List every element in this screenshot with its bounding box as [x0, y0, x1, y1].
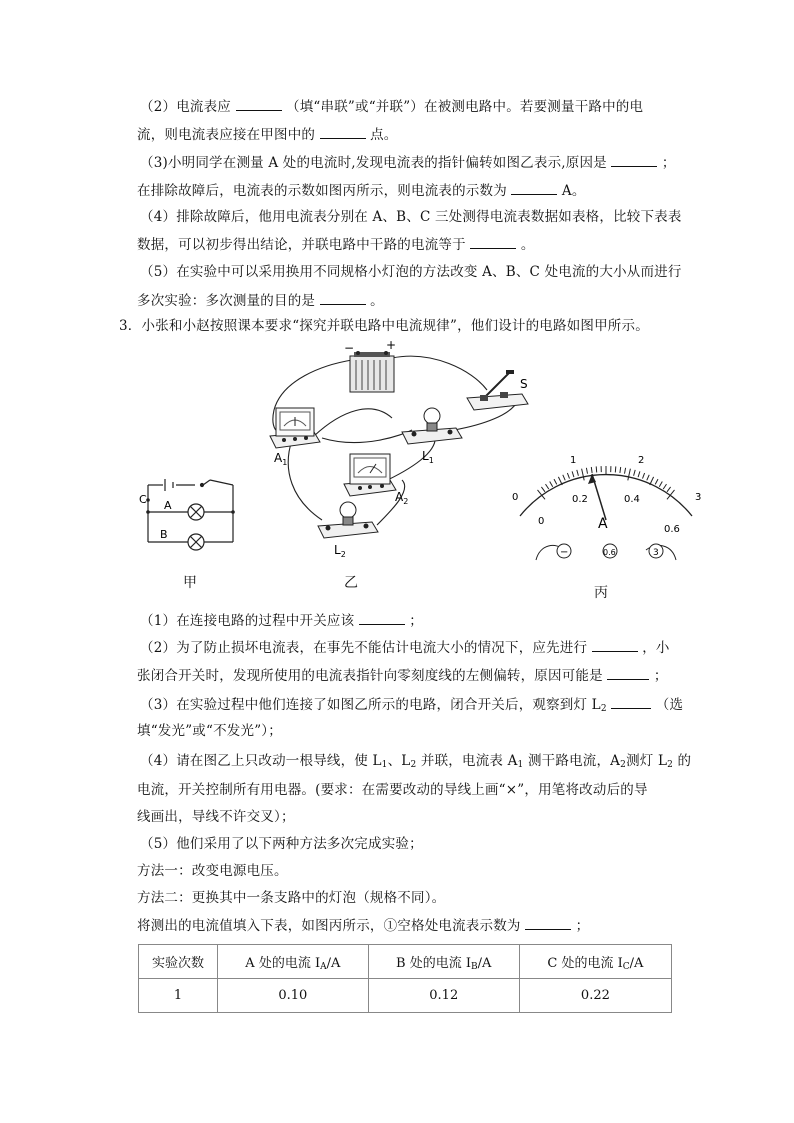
svg-text:1: 1: [570, 455, 577, 466]
svg-text:A1: $A_1$: [274, 451, 288, 467]
svg-text:A: A: [598, 516, 608, 532]
terminal-3: [649, 544, 663, 558]
q3-part2-line1: （2）为了防止损坏电流表，在事先不能估计电流大小的情况下，应先进行 ，小: [140, 637, 670, 658]
q3-part3-line1: （3）在实验过程中他们连接了如图乙所示的电路，闭合开关后，观察到灯 $L_2$ （选: [140, 694, 683, 719]
svg-text:0.6: 0.6: [603, 548, 616, 557]
answer-blank[interactable]: [611, 694, 651, 709]
dial-tick: [596, 466, 597, 472]
svg-text:−: −: [344, 341, 355, 355]
dial-tick: [586, 468, 587, 474]
answer-blank[interactable]: [320, 290, 366, 305]
q3-part4-line1: （4）请在图乙上只改动一根导线，使 $L_1$、$L_2$ 并联，电流表 $A_1$ 测干路电流，$A_2$测灯 $L_2$ 的: [140, 753, 692, 770]
svg-text:A2: $A_2$: [395, 490, 409, 506]
dial-tick: [572, 471, 574, 477]
q3-stem: 3．小张和小赵按照课本要求“探究并联电路中电流规律”，他们设计的电路如图甲所示。: [119, 318, 649, 334]
label-b: B: [160, 528, 168, 541]
table-cell: 0.12: [368, 979, 519, 1013]
svg-text:0.2: 0.2: [572, 494, 588, 505]
svg-text:+: +: [386, 340, 397, 352]
answer-blank[interactable]: [359, 610, 405, 625]
q2-part2-line1: （2）电流表应 （填“串联”或“并联”）在被测电路中。若要测量干路中的电: [140, 96, 643, 117]
q2-part3-line2: 在排除故障后，电流表的示数如图丙所示，则电流表的示数为 A。: [137, 180, 586, 201]
header-cell: 实验次数: [139, 945, 218, 979]
dial-tick: [554, 479, 557, 484]
q2-part4-line1: （4）排除故障后，他用电流表分别在 A、B、C 三处测得电流表数据如表格，比较下表表: [140, 209, 682, 225]
q3-method2: 方法二：更换其中一条支路中的灯泡（规格不同）。: [137, 890, 446, 906]
dial-tick: [663, 484, 666, 489]
q2-part4-line2: 数据，可以初步得出结论，并联电路中干路的电流等于 。: [137, 234, 535, 255]
terminal-0-6: [603, 544, 617, 558]
answer-blank[interactable]: [320, 124, 366, 139]
dial-tick: [558, 477, 562, 485]
svg-text:L2: $L_2$: [334, 543, 346, 559]
q3-method1: 方法一：改变电源电压。: [137, 863, 288, 879]
q3-part4-line2: 电流，开关控制所有用电器。(要求：在需要改动的导线上画“×”，用笔将改动后的导: [137, 782, 648, 798]
dial-tick: [541, 487, 545, 492]
dial-tick: [655, 479, 658, 484]
svg-text:0: 0: [512, 492, 519, 503]
dial-tick: [620, 467, 621, 473]
header-cell: A 处的电流 $I_A/A$: [218, 945, 369, 979]
dial-tick: [567, 473, 569, 479]
lamp-l1-icon: [402, 408, 462, 444]
svg-text:0: 0: [538, 516, 545, 527]
caption-bing: 丙: [594, 585, 608, 601]
table-cell: 0.22: [519, 979, 671, 1013]
q3-part2-line2: 张闭合开关时，发现所使用的电流表指针向零刻度线的左侧偏转，原因可能是 ；: [137, 665, 668, 686]
header-cell: C 处的电流 $I_C/A$: [519, 945, 671, 979]
q2-part5-line2: 多次实验：多次测量的目的是 。: [137, 290, 384, 311]
svg-text:0.4: 0.4: [624, 494, 640, 505]
data-table: [138, 944, 672, 1013]
caption-jia: 甲: [183, 575, 197, 591]
dial-tick: [615, 466, 616, 472]
table-cell: 1: [139, 979, 218, 1013]
answer-blank[interactable]: [511, 180, 557, 195]
label-c: C: [139, 493, 147, 506]
dial-tick: [647, 475, 649, 481]
dial-tick: [577, 470, 579, 476]
header-cell: B 处的电流 $I_B/A$: [368, 945, 519, 979]
svg-text:L1: $L_1$: [422, 449, 434, 465]
svg-text:S: S: [520, 377, 528, 391]
answer-blank[interactable]: [592, 637, 638, 652]
switch-icon: [467, 370, 528, 410]
q2-part2-line2: 流，则电流表应接在甲图中的 点。: [137, 124, 398, 145]
battery-icon: [350, 351, 394, 392]
label-a: A: [164, 499, 172, 512]
q3-fill-line: 将测出的电流值填入下表，如图丙所示，①空格处电流表示数为 ；: [137, 915, 589, 936]
answer-blank[interactable]: [607, 665, 649, 680]
dial-tick: [563, 475, 565, 481]
q2-part5-line1: （5）在实验中可以采用换用不同规格小灯泡的方法改变 A、B、C 处电流的大小从而进行: [140, 264, 682, 280]
answer-blank[interactable]: [470, 234, 516, 249]
answer-blank[interactable]: [236, 96, 282, 111]
svg-text:3: 3: [653, 548, 659, 558]
svg-text:2: 2: [638, 455, 645, 466]
lamp-l2-icon: [318, 502, 378, 538]
ammeter-a2-icon: [344, 454, 396, 496]
figure-jia-circuit: [138, 478, 238, 558]
dial-tick: [667, 487, 671, 492]
ammeter-a1-icon: [270, 408, 320, 448]
table-header-row: [139, 945, 672, 979]
caption-yi: 乙: [344, 575, 358, 591]
dial-tick: [625, 468, 626, 474]
dial-tick: [628, 469, 631, 481]
figure-yi-circuit: [262, 340, 532, 562]
answer-blank[interactable]: [611, 152, 657, 167]
dial-tick: [591, 467, 592, 473]
answer-blank[interactable]: [525, 915, 571, 930]
q3-part3-line2: 填“发光”或“不发光”）；: [137, 723, 282, 739]
table-row: [139, 979, 672, 1013]
dial-tick: [643, 473, 645, 479]
dial-tick: [550, 482, 553, 487]
q3-part4-line3: 线画出，导线不许交叉）；: [137, 809, 295, 825]
q3-part1: （1）在连接电路的过程中开关应该 ；: [140, 610, 423, 631]
svg-text:3: 3: [695, 492, 702, 503]
svg-text:−: −: [560, 547, 569, 558]
q2-part3-line1: （3)小明同学在测量 A 处的电流时,发现电流表的指针偏转如图乙表示,原因是 ；: [140, 152, 676, 173]
q3-part5: （5）他们采用了以下两种方法多次完成实验；: [140, 836, 423, 852]
figure-bing-ammeter-dial: [506, 448, 706, 578]
table-cell: 0.10: [218, 979, 369, 1013]
terminal-negative: [557, 544, 571, 558]
dial-tick: [638, 471, 640, 477]
dial-tick: [582, 469, 585, 481]
dial-tick: [659, 482, 662, 487]
dial-tick: [634, 470, 636, 476]
svg-text:0.6: 0.6: [664, 524, 680, 535]
dial-tick: [546, 484, 549, 489]
dial-tick: [650, 477, 654, 485]
